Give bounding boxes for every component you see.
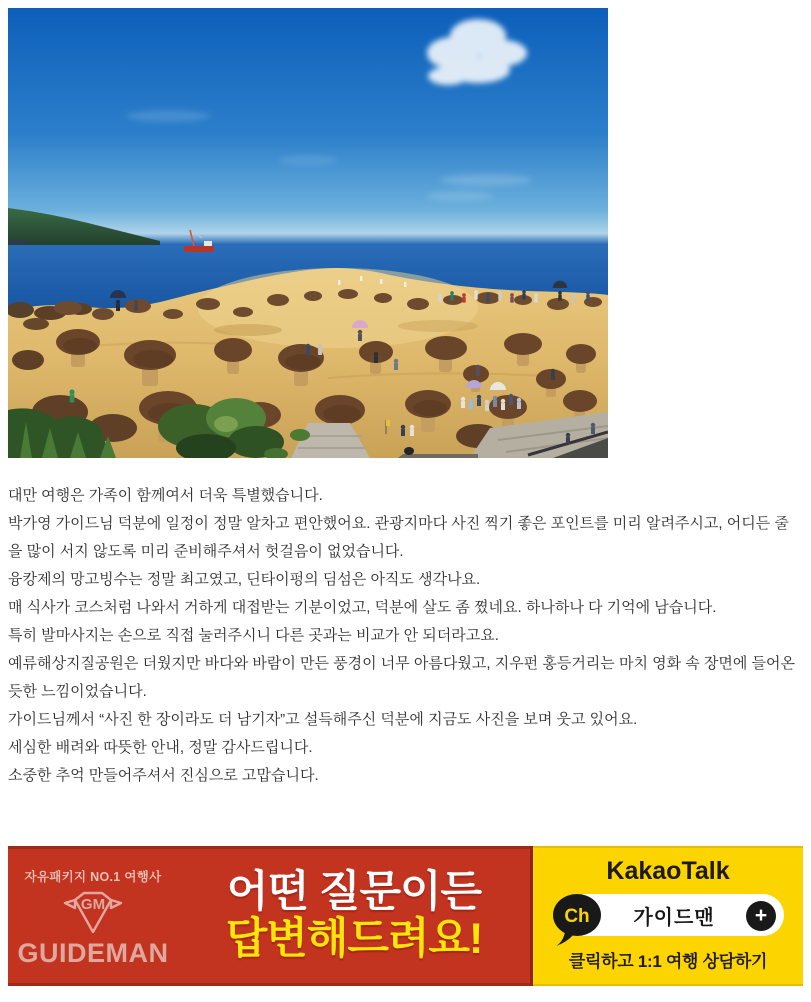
review-paragraph: 박가영 가이드님 덕분에 일정이 정말 알차고 편안했어요. 관광지마다 사진 찍기 좋은 포인트를 미리 알려주시고, 어디든 줄을 많이 서지 않도록 미리 준비해주셔서 헛걸음이 없었습니다. xyxy=(8,515,789,560)
guideman-logo-block xyxy=(8,846,178,986)
sky xyxy=(8,8,608,238)
review-paragraph: 소중한 추억 만들어주셔서 진심으로 고맙습니다. xyxy=(8,767,319,784)
review-paragraph: 가이드님께서 “사진 한 장이라도 더 남기자”고 설득해주신 덕분에 지금도 사진을 보며 웃고 있어요. xyxy=(8,711,638,728)
kakao-wordmark-light: Kakao xyxy=(606,857,682,885)
banner-headline-line2: 답변해드려요! xyxy=(225,915,483,963)
review-paragraph: 매 식사가 코스처럼 나와서 거하게 대접받는 기분이었고, 덕분에 살도 좀 쪘네요. 하나하나 다 기억에 남습니다. xyxy=(8,599,717,616)
kakao-channel-icon xyxy=(552,893,602,947)
kakaotalk-logo xyxy=(606,859,729,884)
review-paragraph: 융캉제의 망고빙수는 정말 최고였고, 딘타이펑의 딤섬은 아직도 생각나요. xyxy=(8,571,481,588)
guideman-brand: GUIDEMAN xyxy=(17,938,169,968)
review-paragraph: 대만 여행은 가족이 함께여서 더욱 특별했습니다. xyxy=(8,487,323,504)
promo-banner[interactable] xyxy=(8,846,803,986)
banner-headline xyxy=(178,846,530,986)
kakao-channel-row[interactable] xyxy=(552,893,784,937)
review-paragraph: 세심한 배려와 따뜻한 안내, 정말 감사드립니다. xyxy=(8,739,313,756)
svg-text:GM: GM xyxy=(80,896,106,913)
gm-diamond-logo-icon xyxy=(62,890,124,936)
kakao-channel-name: 가이드맨 xyxy=(633,906,715,929)
review-paragraph: 예류해상지질공원은 더웠지만 바다와 바람이 만든 풍경이 너무 아름다웠고, 지우펀 홍등거리는 마치 영화 속 장면에 들어온 듯한 느낌이었습니다. xyxy=(8,655,796,700)
trip-photo xyxy=(8,8,608,458)
guideman-tagline: 자유패키지 NO.1 여행사 xyxy=(24,870,162,884)
review-text xyxy=(8,482,803,790)
add-channel-button[interactable]: + xyxy=(746,901,776,931)
kakao-wordmark-bold: Talk xyxy=(681,857,730,885)
banner-headline-line1: 어떤 질문이든 xyxy=(226,867,482,916)
guideman-ad-section[interactable] xyxy=(8,846,530,986)
yehliu-geopark-photo xyxy=(8,8,608,458)
kakao-section[interactable] xyxy=(530,846,803,986)
review-paragraph: 특히 발마사지는 손으로 직접 눌러주시니 다른 곳과는 비교가 안 되더라고요. xyxy=(8,627,499,644)
ch-badge-text: Ch xyxy=(564,906,590,927)
kakao-caption: 클릭하고 1:1 여행 상담하기 xyxy=(568,952,768,971)
